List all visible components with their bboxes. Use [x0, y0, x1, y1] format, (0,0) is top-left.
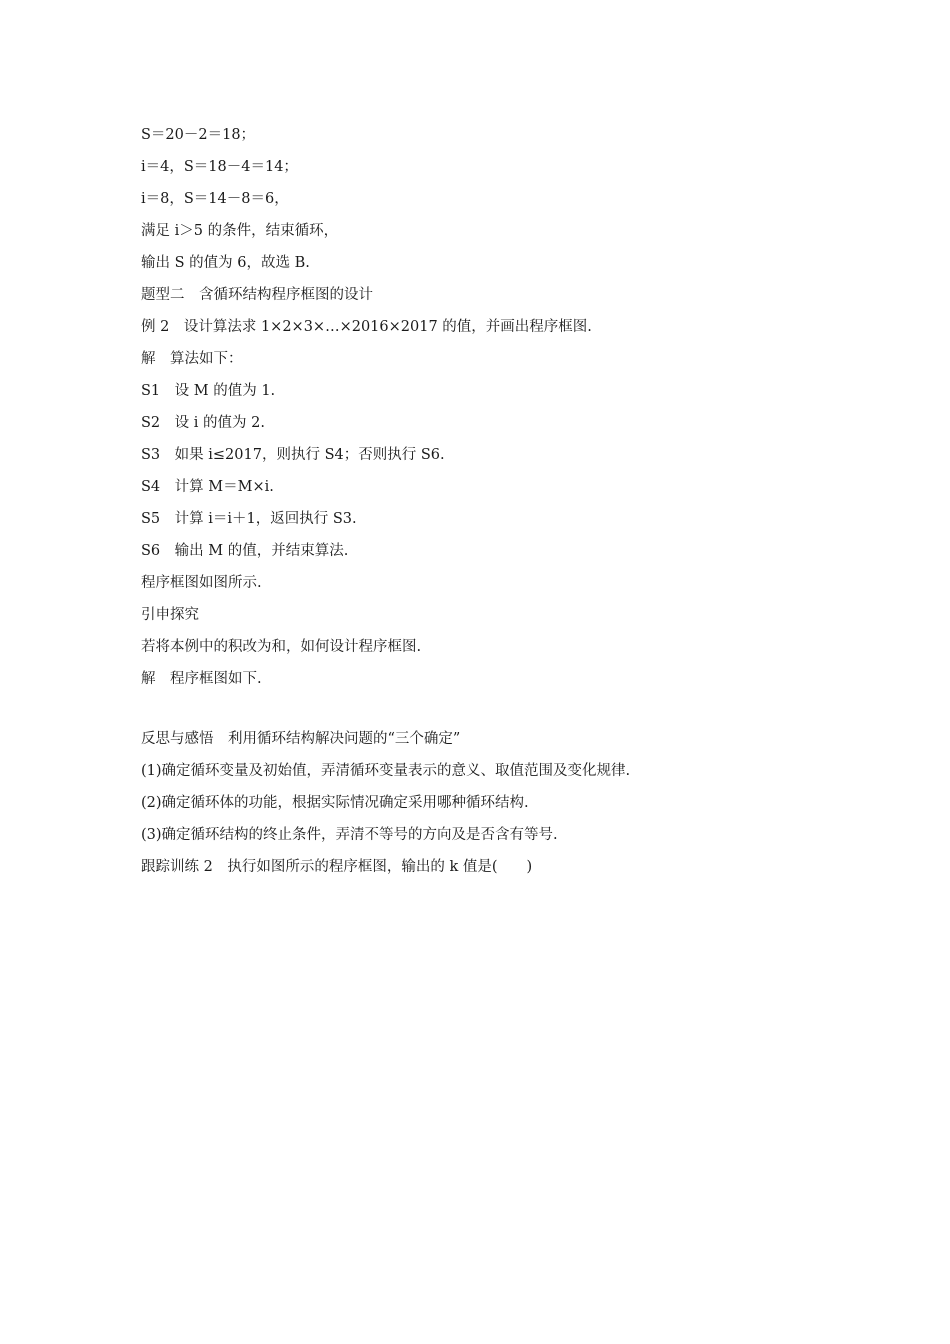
solution-label: 解 算法如下： [141, 351, 243, 367]
step-s4: S4 计算 M＝M×i. [141, 479, 274, 495]
text-line-4: 满足 i＞5 的条件，结束循环， [141, 223, 339, 239]
reflection-heading: 反思与感悟 利用循环结构解决问题的“三个确定” [141, 731, 461, 747]
extension-solution: 解 程序框图如下. [141, 671, 262, 687]
reflection-point-1: (1)确定循环变量及初始值，弄清循环变量表示的意义、取值范围及变化规律. [141, 763, 631, 779]
step-s2: S2 设 i 的值为 2. [141, 415, 265, 431]
text-line-1: S＝20－2＝18； [141, 127, 256, 143]
reflection-point-2: (2)确定循环体的功能，根据实际情况确定采用哪种循环结构. [141, 795, 529, 811]
step-s3: S3 如果 i≤2017，则执行 S4；否则执行 S6. [141, 447, 445, 463]
text-line-3: i＝8，S＝14－8＝6， [141, 191, 289, 207]
extension-question: 若将本例中的积改为和，如何设计程序框图. [141, 639, 422, 655]
step-s5: S5 计算 i＝i＋1，返回执行 S3. [141, 511, 357, 527]
reflection-point-3: (3)确定循环结构的终止条件，弄清不等号的方向及是否含有等号. [141, 827, 558, 843]
step-s6: S6 输出 M 的值，并结束算法. [141, 543, 349, 559]
practice-2-question: 跟踪训练 2 执行如图所示的程序框图，输出的 k 值是( ) [141, 859, 533, 875]
text-line-5: 输出 S 的值为 6，故选 B. [141, 255, 310, 271]
flowchart-note: 程序框图如图所示. [141, 575, 262, 591]
text-line-2: i＝4，S＝18－4＝14； [141, 159, 298, 175]
extension-heading: 引申探究 [141, 607, 199, 623]
step-s1: S1 设 M 的值为 1. [141, 383, 276, 399]
section-heading: 题型二 含循环结构程序框图的设计 [141, 287, 373, 303]
example-2-title: 例 2 设计算法求 1×2×3×…×2016×2017 的值，并画出程序框图. [141, 319, 592, 335]
